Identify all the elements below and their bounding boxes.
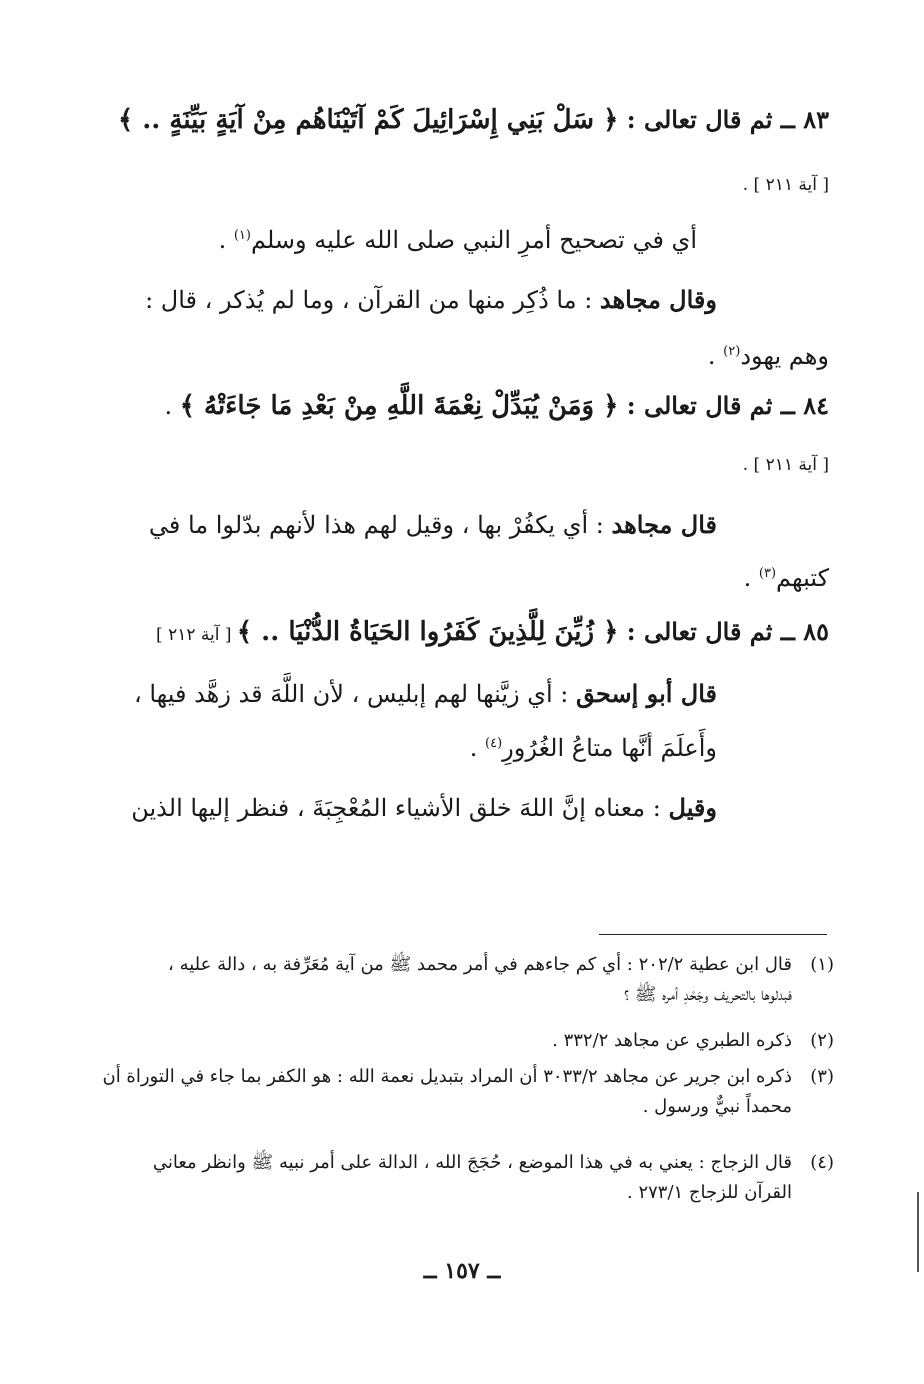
page-number: ــ ١٥٧ ــ [423,1258,501,1284]
text-run: . [469,734,486,762]
text-line-p2b [85,336,829,376]
text-run: . [707,342,724,370]
text-line-p3 [85,505,717,545]
footnote-2-line [80,1026,834,1056]
bold-lead: قال أبو إسحق [576,679,717,708]
text-line-p4b [85,728,717,768]
text-run: : أي زيَّنها لهم إبليس ، لأن اللَّهَ قد زهَّد فيها ، [133,680,577,708]
text-run: وهم يهود [740,342,829,370]
text-run: . [743,564,759,592]
footnote-text: قال ابن عطية ٢٠٢/٢ : أي كم جاءهم في أمر محمد ﷺ من آية مُعَرِّفة به ، دالة عليه ، [168,954,792,975]
text-line-p5 [85,788,717,828]
footnote-text: ذكره ابن جرير عن مجاهد ٣٠٣٣/٢ أن المراد بتبديل نعمة الله : هو الكفر بما جاء في التوراة أن [102,1066,792,1087]
text-line-v83-ref [85,162,829,205]
text-line-v84-ref [85,442,829,485]
quran-verse: ﴿ وَمَنْ يُبَدِّلْ نِعْمَةَ اللَّهِ مِنْ بَعْدِ مَا جَاءَتْهُ ﴾ [179,391,619,421]
bold-lead: ٨٥ ــ ثم قال تعالى : [618,617,829,646]
footnote-4-line [80,1178,834,1208]
verse-reference: [ آية ٢١١ ] . [742,175,829,195]
text-line-p4 [85,674,717,714]
text-run: كتبهم [776,564,829,592]
footnote-text: ذكره الطبري عن مجاهد ٣٣٢/٢ . [552,1030,792,1051]
footnote-3-line [80,1092,834,1122]
text-run: : أي يكفُرْ بها ، وقيل لهم هذا لأنهم بدّلوا ما في [148,511,612,539]
quran-verse: ﴿ زُيِّنَ لِلَّذِينَ كَفَرُوا الحَيَاةُ الدُّنْيَا .. ﴾ [236,617,619,647]
bold-lead: ٨٤ ــ ثم قال تعالى : [618,391,829,420]
bold-lead: وقال مجاهد [599,285,717,314]
bold-lead: قال مجاهد [611,510,717,539]
text-run: وأَعلَمَ أنَّها متاعُ الغُرُورِ [502,734,717,762]
footnote-4-line [80,1148,834,1178]
footnote-text: القرآن للزجاج ٢٧٣/١ . [627,1182,792,1203]
footnote-marker: (٢) [723,344,741,359]
verse-reference: [ آية ٢١١ ] . [742,455,829,475]
footnote-text: قال الزجاج : يعني به في هذا الموضع ، حُجَجَ الله ، الدالة على أمر نبيه ﷺ وانظر معاني [152,1152,792,1173]
footnote-number: (٤) [810,1152,834,1173]
footnote-number: (٣) [810,1066,834,1087]
text-line-p1 [85,220,697,260]
footnote-marker: (٤) [485,736,503,751]
footnote-text: فبدلوها بالتحريف وجَحْدِ أمره ﷺ ؟ [624,984,792,1005]
bold-lead: ٨٣ ــ ثم قال تعالى : [618,105,829,134]
text-line-v83 [85,100,829,140]
text-run: : معناه إنَّ اللهَ خلق الأشياء المُعْجِبَةَ ، فنظر إليها الذين [131,794,669,822]
footnote-number: (٢) [810,1030,834,1051]
footnote-1-line [80,980,834,1010]
footnote-number: (١) [810,954,834,975]
footnote-1-line [80,950,834,980]
text-run: : ما ذُكِر منها من القرآن ، وما لم يُذكر ، قال : [145,286,600,314]
text-run: . [218,226,234,254]
footnote-3-line [80,1062,834,1092]
text-line-p3b [85,558,829,598]
footnote-separator [599,934,827,935]
quran-verse: ﴿ سَلْ بَنِي إِسْرَائِيلَ كَمْ آتَيْنَاهُم مِنْ آيَةٍ بَيِّنَةٍ .. ﴾ [117,105,619,135]
verse-reference: [ آية ٢١٢ ] [156,625,237,645]
text-line-p2 [85,280,717,320]
scan-edge-mark [917,1192,919,1272]
text-line-v85 [85,612,829,655]
footnote-text: محمداً نبيٌّ ورسول . [642,1096,792,1117]
text-run: أي في تصحيح أمرِ النبي صلى الله عليه وسلم [250,226,697,254]
text-line-v84 [85,386,829,426]
bold-lead: وقيل [668,793,717,822]
footnote-marker: (٣) [758,566,777,581]
footnote-marker: (١) [233,228,251,243]
text-run: . [164,392,180,420]
